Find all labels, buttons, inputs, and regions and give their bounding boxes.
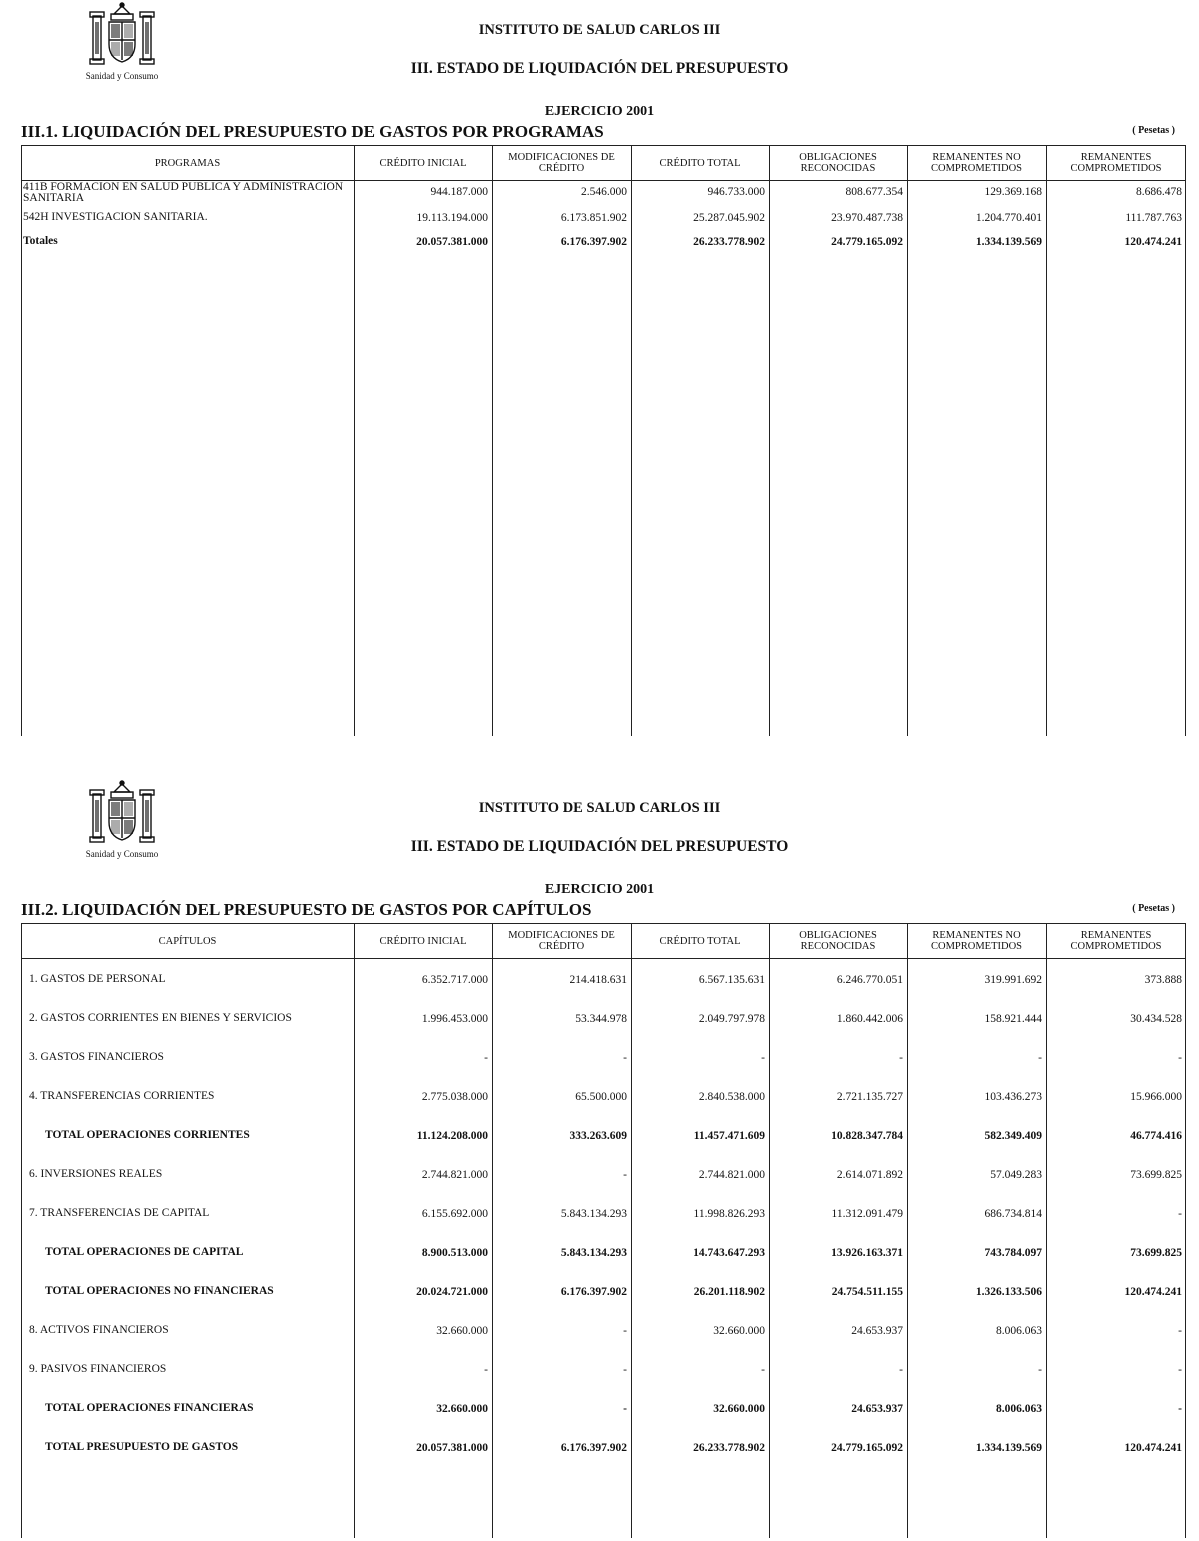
table-cell: 808.677.354	[845, 186, 903, 198]
table-cell: 6.176.397.902	[560, 1442, 627, 1454]
organization-name: INSTITUTO DE SALUD CARLOS III	[478, 22, 721, 38]
row-label: 4. TRANSFERENCIAS CORRIENTES	[29, 1090, 215, 1102]
column-header: OBLIGACIONES RECONOCIDAS	[799, 152, 877, 174]
column-header: MODIFICACIONES DE CRÉDITO	[508, 930, 615, 952]
row-label: TOTAL OPERACIONES CORRIENTES	[45, 1129, 250, 1141]
column-header: REMANENTES NO COMPROMETIDOS	[930, 152, 1022, 174]
column-header-first: PROGRAMAS	[154, 157, 221, 169]
row-label: 8. ACTIVOS FINANCIEROS	[29, 1324, 169, 1336]
row-label: 2. GASTOS CORRIENTES EN BIENES Y SERVICIOS	[29, 1012, 292, 1024]
row-label: 6. INVERSIONES REALES	[29, 1168, 163, 1180]
table-cell: 120.474.241	[1124, 1442, 1182, 1454]
table-cell: 319.991.692	[984, 974, 1042, 986]
column-header: CRÉDITO INICIAL	[379, 157, 467, 169]
table-cell: 5.843.134.293	[560, 1208, 627, 1220]
column-divider	[907, 146, 908, 736]
table-cell: 24.779.165.092	[831, 1442, 903, 1454]
table-cell: 6.246.770.051	[836, 974, 903, 986]
column-divider	[1185, 924, 1186, 1538]
table-cell: 944.187.000	[430, 186, 488, 198]
table-cell: 103.436.273	[984, 1091, 1042, 1103]
table-cell: 13.926.163.371	[831, 1247, 903, 1259]
table-cell: 1.860.442.006	[836, 1013, 903, 1025]
table-cell: -	[1178, 1052, 1182, 1064]
table-cell: 73.699.825	[1130, 1169, 1182, 1181]
table-cell: 26.201.118.902	[693, 1286, 765, 1298]
table-cell: 30.434.528	[1130, 1013, 1182, 1025]
table-cell: 14.743.647.293	[693, 1247, 765, 1259]
table-cell: 2.744.821.000	[421, 1169, 488, 1181]
table-cell: 6.173.851.902	[560, 212, 627, 224]
table-cell: 6.176.397.902	[560, 236, 627, 248]
table-cell: 20.057.381.000	[416, 1442, 488, 1454]
table-cell: 743.784.097	[984, 1247, 1042, 1259]
row-label: 3. GASTOS FINANCIEROS	[29, 1051, 164, 1063]
column-divider	[492, 146, 493, 736]
programs-table	[21, 145, 1186, 736]
column-header: CRÉDITO TOTAL	[659, 157, 741, 169]
table-cell: 129.369.168	[984, 186, 1042, 198]
page-section-programas	[0, 0, 1199, 740]
table-cell: 32.660.000	[713, 1403, 765, 1415]
table-cell: 11.124.208.000	[416, 1130, 488, 1142]
logo-caption: Sanidad y Consumo	[85, 71, 159, 81]
table-cell: 2.840.538.000	[698, 1091, 765, 1103]
page-section-capitulos	[0, 778, 1199, 1541]
row-label: 7. TRANSFERENCIAS DE CAPITAL	[29, 1207, 210, 1219]
table-cell: 2.546.000	[581, 186, 627, 198]
row-label: 1. GASTOS DE PERSONAL	[29, 973, 166, 985]
table-cell: 6.176.397.902	[560, 1286, 627, 1298]
table-cell: 11.457.471.609	[693, 1130, 765, 1142]
table-cell: 11.998.826.293	[693, 1208, 765, 1220]
row-label: TOTAL PRESUPUESTO DE GASTOS	[45, 1441, 239, 1453]
table-cell: 158.921.444	[984, 1013, 1042, 1025]
table-cell: 2.744.821.000	[698, 1169, 765, 1181]
table-cell: -	[484, 1364, 488, 1376]
table-cell: 11.312.091.479	[831, 1208, 903, 1220]
column-header-first: CAPÍTULOS	[158, 935, 217, 947]
table-cell: 24.653.937	[851, 1325, 903, 1337]
table-cell: 65.500.000	[575, 1091, 627, 1103]
column-divider	[1046, 146, 1047, 736]
table-cell: 46.774.416	[1130, 1130, 1182, 1142]
table-cell: 1.996.453.000	[421, 1013, 488, 1025]
table-cell: -	[623, 1364, 627, 1376]
report-title: III. ESTADO DE LIQUIDACIÓN DEL PRESUPUESTO	[410, 838, 789, 855]
table-cell: 6.352.717.000	[421, 974, 488, 986]
table-cell: -	[484, 1052, 488, 1064]
table-cell: 19.113.194.000	[416, 212, 488, 224]
table-cell: 120.474.241	[1124, 236, 1182, 248]
table-cell: 111.787.763	[1125, 212, 1182, 224]
table-cell: -	[761, 1364, 765, 1376]
table-cell: 120.474.241	[1124, 1286, 1182, 1298]
table-cell: 8.006.063	[996, 1403, 1042, 1415]
table-cell: 32.660.000	[713, 1325, 765, 1337]
table-cell: 5.843.134.293	[560, 1247, 627, 1259]
table-cell: -	[1178, 1403, 1182, 1415]
row-label: TOTAL OPERACIONES DE CAPITAL	[45, 1246, 244, 1258]
table-cell: -	[623, 1169, 627, 1181]
table-cell: -	[1178, 1325, 1182, 1337]
table-title: III.1. LIQUIDACIÓN DEL PRESUPUESTO DE GASTOS POR PROGRAMAS	[21, 122, 604, 141]
table-cell: 26.233.778.902	[693, 1442, 765, 1454]
table-cell: -	[623, 1052, 627, 1064]
table-cell: 946.733.000	[707, 186, 765, 198]
table-title: III.2. LIQUIDACIÓN DEL PRESUPUESTO DE GASTOS POR CAPÍTULOS	[21, 900, 592, 919]
column-divider	[354, 146, 355, 736]
units-label: ( Pesetas )	[1132, 903, 1175, 914]
table-cell: 73.699.825	[1130, 1247, 1182, 1259]
column-divider	[1185, 146, 1186, 736]
table-cell: -	[1038, 1052, 1042, 1064]
column-header: MODIFICACIONES DE CRÉDITO	[508, 152, 615, 174]
row-label: TOTAL OPERACIONES NO FINANCIERAS	[45, 1285, 274, 1297]
table-cell: 26.233.778.902	[693, 236, 765, 248]
table-cell: 20.024.721.000	[416, 1286, 488, 1298]
column-header: REMANENTES COMPROMETIDOS	[1070, 930, 1162, 952]
table-cell: -	[1178, 1364, 1182, 1376]
column-header: REMANENTES COMPROMETIDOS	[1070, 152, 1162, 174]
table-cell: 373.888	[1144, 974, 1182, 986]
table-cell: 53.344.978	[575, 1013, 627, 1025]
column-header: REMANENTES NO COMPROMETIDOS	[930, 930, 1022, 952]
column-header: CRÉDITO TOTAL	[659, 935, 741, 947]
table-cell: -	[623, 1325, 627, 1337]
table-cell: 333.263.609	[569, 1130, 627, 1142]
row-label: TOTAL OPERACIONES FINANCIERAS	[45, 1402, 254, 1414]
table-cell: 32.660.000	[436, 1403, 488, 1415]
row-label: Totales	[23, 235, 58, 247]
table-cell: 8.900.513.000	[421, 1247, 488, 1259]
table-cell: 32.660.000	[436, 1325, 488, 1337]
row-label: 411B FORMACION EN SALUD PUBLICA Y ADMINISTRACION SANITARIA	[23, 181, 344, 204]
row-label: 9. PASIVOS FINANCIEROS	[29, 1363, 167, 1375]
table-cell: -	[623, 1403, 627, 1415]
logo-caption: Sanidad y Consumo	[85, 849, 159, 859]
exercise-year: EJERCICIO 2001	[544, 104, 655, 119]
table-cell: -	[1038, 1364, 1042, 1376]
table-cell: 23.970.487.738	[831, 212, 903, 224]
table-cell: 1.326.133.506	[975, 1286, 1042, 1298]
table-cell: 2.614.071.892	[836, 1169, 903, 1181]
table-cell: 1.334.139.569	[975, 1442, 1042, 1454]
table-cell: 582.349.409	[984, 1130, 1042, 1142]
table-cell: 6.567.135.631	[698, 974, 765, 986]
table-cell: 24.754.511.155	[831, 1286, 903, 1298]
report-title: III. ESTADO DE LIQUIDACIÓN DEL PRESUPUESTO	[410, 60, 789, 77]
table-cell: 1.204.770.401	[975, 212, 1042, 224]
column-divider	[21, 146, 22, 736]
table-cell: 2.775.038.000	[421, 1091, 488, 1103]
column-divider	[769, 146, 770, 736]
table-cell: 10.828.347.784	[831, 1130, 903, 1142]
table-cell: 20.057.381.000	[416, 236, 488, 248]
table-cell: 57.049.283	[990, 1169, 1042, 1181]
table-cell: 214.418.631	[569, 974, 627, 986]
table-cell: -	[1178, 1208, 1182, 1220]
table-cell: 2.721.135.727	[836, 1091, 903, 1103]
table-cell: 8.686.478	[1136, 186, 1182, 198]
units-label: ( Pesetas )	[1132, 125, 1175, 136]
row-label: 542H INVESTIGACION SANITARIA.	[23, 211, 208, 223]
table-cell: 1.334.139.569	[975, 236, 1042, 248]
column-divider	[631, 146, 632, 736]
table-cell: 25.287.045.902	[693, 212, 765, 224]
table-cell: 2.049.797.978	[698, 1013, 765, 1025]
table-cell: 6.155.692.000	[421, 1208, 488, 1220]
table-cell: 8.006.063	[996, 1325, 1042, 1337]
table-cell: 15.966.000	[1130, 1091, 1182, 1103]
chapters-table	[21, 923, 1186, 1538]
column-divider	[21, 924, 22, 1538]
table-cell: -	[899, 1052, 903, 1064]
organization-name: INSTITUTO DE SALUD CARLOS III	[478, 800, 721, 816]
table-cell: 686.734.814	[984, 1208, 1042, 1220]
table-cell: 24.653.937	[851, 1403, 903, 1415]
header-divider	[21, 958, 1186, 959]
column-header: OBLIGACIONES RECONOCIDAS	[799, 930, 877, 952]
table-cell: -	[761, 1052, 765, 1064]
column-header: CRÉDITO INICIAL	[379, 935, 467, 947]
exercise-year: EJERCICIO 2001	[544, 882, 655, 897]
table-cell: 24.779.165.092	[831, 236, 903, 248]
table-cell: -	[899, 1364, 903, 1376]
